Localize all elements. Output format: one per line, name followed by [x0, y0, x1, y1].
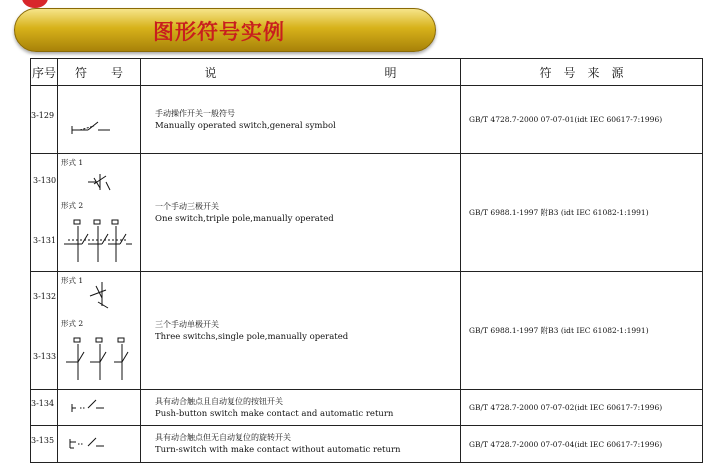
triple-pole-switch-symbol — [58, 154, 141, 272]
single-pole-switches-symbol — [58, 272, 141, 390]
symbol-cell — [58, 86, 141, 154]
table-row — [31, 390, 703, 426]
red-dot-decoration — [22, 0, 48, 8]
table-row — [31, 426, 703, 463]
table-row — [31, 86, 703, 154]
row-number: 3-129 — [31, 86, 58, 154]
description-cell: 具有动合触点且自动复位的按钮开关 Push-button switch make contact and automatic return — [141, 390, 461, 426]
description-cell: 三个手动单极开关 Three switchs,single pole,manually operated — [141, 272, 461, 390]
page-title: 图形符号实例 — [153, 20, 285, 44]
source-cell: GB/T 4728.7-2000 07-07-04(idt IEC 60617-7:1996) — [461, 426, 703, 463]
header-no: 序号 — [31, 59, 58, 86]
manual-switch-symbol — [58, 86, 141, 154]
header-source: 符 号 来 源 — [461, 59, 703, 86]
title-banner — [14, 8, 436, 52]
symbol-cell — [58, 390, 141, 426]
symbol-cell: 形式 1 形式 2 — [58, 272, 141, 390]
symbol-table — [30, 58, 703, 463]
row-number: 3-134 — [31, 390, 58, 426]
header-desc: 说 明 — [141, 59, 461, 86]
source-cell: GB/T 6988.1-1997 附B3 (idt IEC 61082-1:1991) — [461, 272, 703, 390]
row-number: 3-132 3-133 — [31, 272, 58, 390]
table-header-row — [31, 59, 703, 86]
symbol-cell: 形式 1 形式 2 — [58, 154, 141, 272]
turn-switch-symbol — [58, 426, 141, 463]
description-cell: 手动操作开关一般符号 Manually operated switch,general symbol — [141, 86, 461, 154]
row-number: 3-135 — [31, 426, 58, 463]
source-cell: GB/T 4728.7-2000 07-07-01(idt IEC 60617-7:1996) — [461, 86, 703, 154]
symbol-cell — [58, 426, 141, 463]
header-symbol: 符 号 — [58, 59, 141, 86]
table-row — [31, 154, 703, 272]
source-cell: GB/T 4728.7-2000 07-07-02(idt IEC 60617-7:1996) — [461, 390, 703, 426]
push-button-switch-symbol — [58, 390, 141, 426]
row-number: 3-130 3-131 — [31, 154, 58, 272]
source-cell: GB/T 6988.1-1997 附B3 (idt IEC 61082-1:1991) — [461, 154, 703, 272]
description-cell: 具有动合触点但无自动复位的旋转开关 Turn-switch with make contact without automatic return — [141, 426, 461, 463]
description-cell: 一个手动三极开关 One switch,triple pole,manually operated — [141, 154, 461, 272]
table-row — [31, 272, 703, 390]
